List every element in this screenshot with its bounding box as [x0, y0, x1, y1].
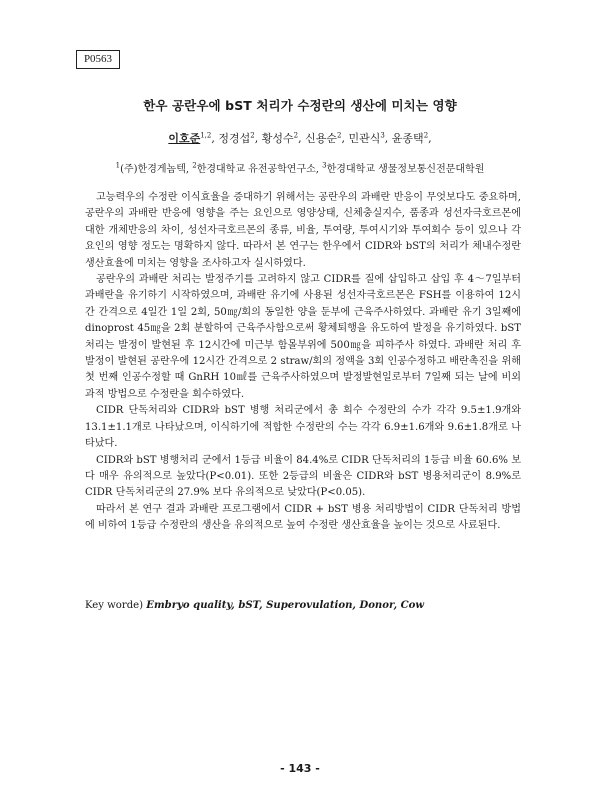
affil-sup: 3	[322, 161, 327, 170]
author-name: 민관식	[348, 132, 381, 145]
keywords-text: Embryo quality, bST, Superovulation, Donor, Cow	[146, 600, 425, 611]
author-name: 정경섭	[218, 132, 251, 145]
affil-text: (주)한경게놈텍,	[120, 164, 193, 175]
affil-text: 한경대학교 유전공학연구소,	[196, 164, 323, 175]
affil-sup: 1	[115, 161, 121, 170]
paper-code-box: P0563	[76, 50, 120, 69]
author-sup: 2	[336, 131, 342, 140]
affiliations	[40, 160, 560, 175]
keywords-line	[85, 600, 521, 611]
affil-sup: 2	[192, 161, 197, 170]
page-number: - 143 -	[280, 762, 320, 775]
first-author: 이호준	[168, 132, 201, 145]
abstract-paragraph: 고능력우의 수정란 이식효율을 증대하기 위해서는 공란우의 과배란 반응이 무엇보다도 중요하며, 공란우의 과배란 반응에 영향을 주는 요인으로 영양상태, 신체충실지수, 품종과 성선자극호르몬에 대한 개체반응의 차이, 성선자극호르몬의 종류, 비율, 투여량, 투여시기와 투여회수 등이 있으나 각 요인의 영향 정도는 명확하지 않다. 따라서 본 연구는 한우에서 CIDR와 bST의 처리가 체내수정란 생산효율에 미치는 영향을 조사하고자 실시하였다.	[85, 192, 521, 269]
affil-text: 한경대학교 생물정보통신전문대학원	[326, 164, 485, 175]
keywords-label: Key worde)	[85, 600, 147, 611]
author-name: 신용순	[305, 132, 337, 145]
abstract-body	[85, 190, 521, 535]
author-sup: 2	[423, 131, 429, 140]
author-sup: 2	[293, 131, 299, 140]
abstract-paragraph: 따라서 본 연구 결과 과배란 프로그램에서 CIDR + bST 병용 처리방법이 CIDR 단독처리 방법에 비하여 1등급 수정란의 생산을 유의적으로 높여 수정란 생산효율을 높이는 것으로 사료된다.	[85, 503, 521, 532]
author-name: 황성수	[261, 132, 294, 145]
author-sup: 3	[380, 131, 385, 140]
author-sup: 2	[250, 131, 255, 140]
abstract-paragraph: CIDR 단독처리와 CIDR와 bST 병행 처리군에서 총 회수 수정란의 수가 각각 9.5±1.9개와 13.1±1.1개로 나타났으며, 이식하기에 적합한 수정란의 수는 각각 6.9±1.6개와 9.6±1.8개로 나타났다.	[85, 405, 521, 450]
first-author-sup: 1,2	[200, 131, 212, 140]
author-name: 윤종택	[391, 132, 424, 145]
paper-title: 한우 공란우에 bST 처리가 수정란의 생산에 미치는 영향	[143, 98, 457, 113]
abstract-paragraph: CIDR와 bST 병행처리 군에서 1등급 비율이 84.4%로 CIDR 단독처리의 1등급 비율 60.6% 보다 매우 유의적으로 높았다(P<0.01). 또한 2등급의 비율은 CIDR와 bST 병용처리군이 8.9%로 CIDR 단독처리군의 27.9% 보다 유의적으로 낮았다(P<0.05).	[85, 454, 521, 499]
abstract-paragraph: 공란우의 과배란 처리는 발정주기를 고려하지 않고 CIDR를 질에 삽입하고 삽입 후 4～7일부터 과배란을 유기하기 시작하였으며, 과배란 유기에 사용된 성선자극호르몬은 FSH를 이용하여 12시간 간격으로 4일간 1일 2회, 50㎎/회의 동일한 양을 둔부에 근육주사하였다. 과배란 유기 3일째에 dinoprost 45㎎을 2회 분할하여 근육주사함으로써 황체퇴행을 유도하여 발정을 유기하였다. bST 처리는 발정이 발현된 후 12시간에 미근부 함몰부위에 500㎎을 피하주사 하였다. 과배란 처리 후 발정이 발현된 공란우에 12시간 간격으로 2 straw/회의 정액을 3회 인공수정하고 배란촉진을 위해 첫 번째 인공수정할 때 GnRH 10㎖를 근육주사하였으며 발정발현일로부터 7일째 되는 날에 비외과적 방법으로 수정란을 회수하였다.	[85, 274, 521, 400]
author-list: 이호준$^{1,2}$, 정경섭$^2$, 황성수$^2$, 신용순$^2$, 민관식$^3$, 윤종택$^2$,	[168, 131, 432, 145]
